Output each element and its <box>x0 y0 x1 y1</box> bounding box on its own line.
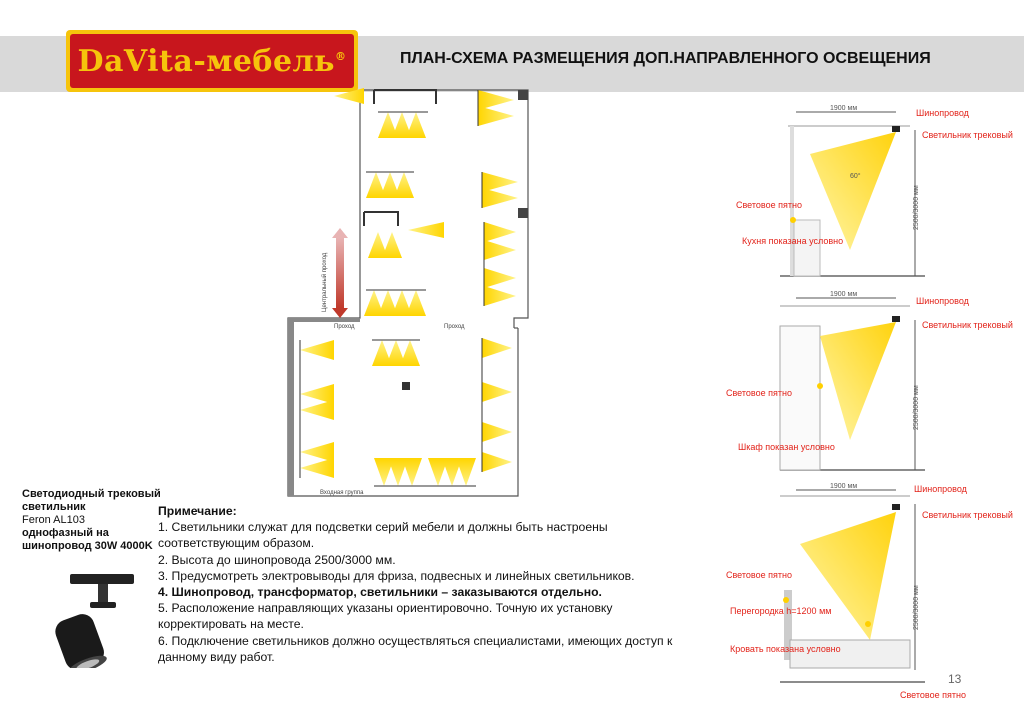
notes-heading: Примечание: <box>158 504 237 518</box>
note-item: 3. Предусмотреть электровыводы для фриза, подвесных и линейных светильников. <box>158 568 635 583</box>
passage-label-1: Проход <box>334 324 355 330</box>
track-label: Шинопровод <box>914 484 967 494</box>
spot-label: Световое пятно <box>726 570 792 580</box>
note-item: 4. Шинопровод, трансформатор, светильники – заказываются отдельно. <box>158 585 602 600</box>
notes <box>158 503 698 665</box>
spot-label-2: Световое пятно <box>900 690 966 700</box>
track-label: Шинопровод <box>916 108 969 118</box>
dim-height: 2500/3000 мм <box>913 385 920 430</box>
dim-height: 2500/3000 мм <box>913 185 920 230</box>
logo-registered: ® <box>335 50 347 63</box>
entrance-label: Входная группа <box>320 490 364 496</box>
kitchen-label: Кухня показана условно <box>742 236 844 246</box>
lamp-label: Светильник трековый <box>922 130 1013 140</box>
bed-label: Кровать показана условно <box>730 644 841 654</box>
note-item: 2. Высота до шинопровода 2500/3000 мм. <box>158 552 396 567</box>
note-item: 6. Подключение светильников должно осуществляться специалистами, имеющих доступ к данному виду работ. <box>158 633 673 664</box>
central-passage-label: Центральный проход <box>322 252 328 312</box>
spot-label: Световое пятно <box>726 388 792 398</box>
passage-label-2: Проход <box>444 324 465 330</box>
dim-width: 1900 мм <box>830 483 858 490</box>
dim-height: 2500/3000 мм <box>913 585 920 630</box>
fixture-model: Feron AL103 <box>22 514 85 526</box>
note-item: 5. Расположение направляющих указаны ориентировочно. Точную их установку корректировать на месте. <box>158 601 613 632</box>
wardrobe-label: Шкаф показан условно <box>738 442 835 452</box>
angle-label: 60° <box>850 173 861 180</box>
fixture-caption <box>22 488 162 553</box>
dim-width: 1900 мм <box>830 291 858 298</box>
fixture-desc: однофазный на шинопровод 30W 4000K <box>22 527 153 552</box>
diagram-wardrobe <box>726 291 1013 470</box>
page-number: 13 <box>948 672 962 686</box>
diagram-bed <box>726 483 1013 700</box>
dim-width: 1900 мм <box>830 105 858 112</box>
note-item: 1. Светильники служат для подсветки серий мебели и должны быть настроены соответствующим образом. <box>158 520 608 551</box>
track-light-image <box>40 568 140 668</box>
track-label: Шинопровод <box>916 296 969 306</box>
page-title: ПЛАН-СХЕМА РАЗМЕЩЕНИЯ ДОП.НАПРАВЛЕННОГО ОСВЕЩЕНИЯ <box>400 50 931 67</box>
lamp-label: Светильник трековый <box>922 510 1013 520</box>
lighting-diagrams <box>700 100 1022 700</box>
fixture-name: Светодиодный трековый светильник <box>22 488 161 513</box>
logo-text: DaVita-мебель <box>77 44 336 79</box>
partition-label: Перегородка h=1200 мм <box>730 606 832 616</box>
floor-plan <box>278 82 538 502</box>
diagram-kitchen <box>736 105 1013 276</box>
lamp-label: Светильник трековый <box>922 320 1013 330</box>
spot-label: Световое пятно <box>736 200 802 210</box>
